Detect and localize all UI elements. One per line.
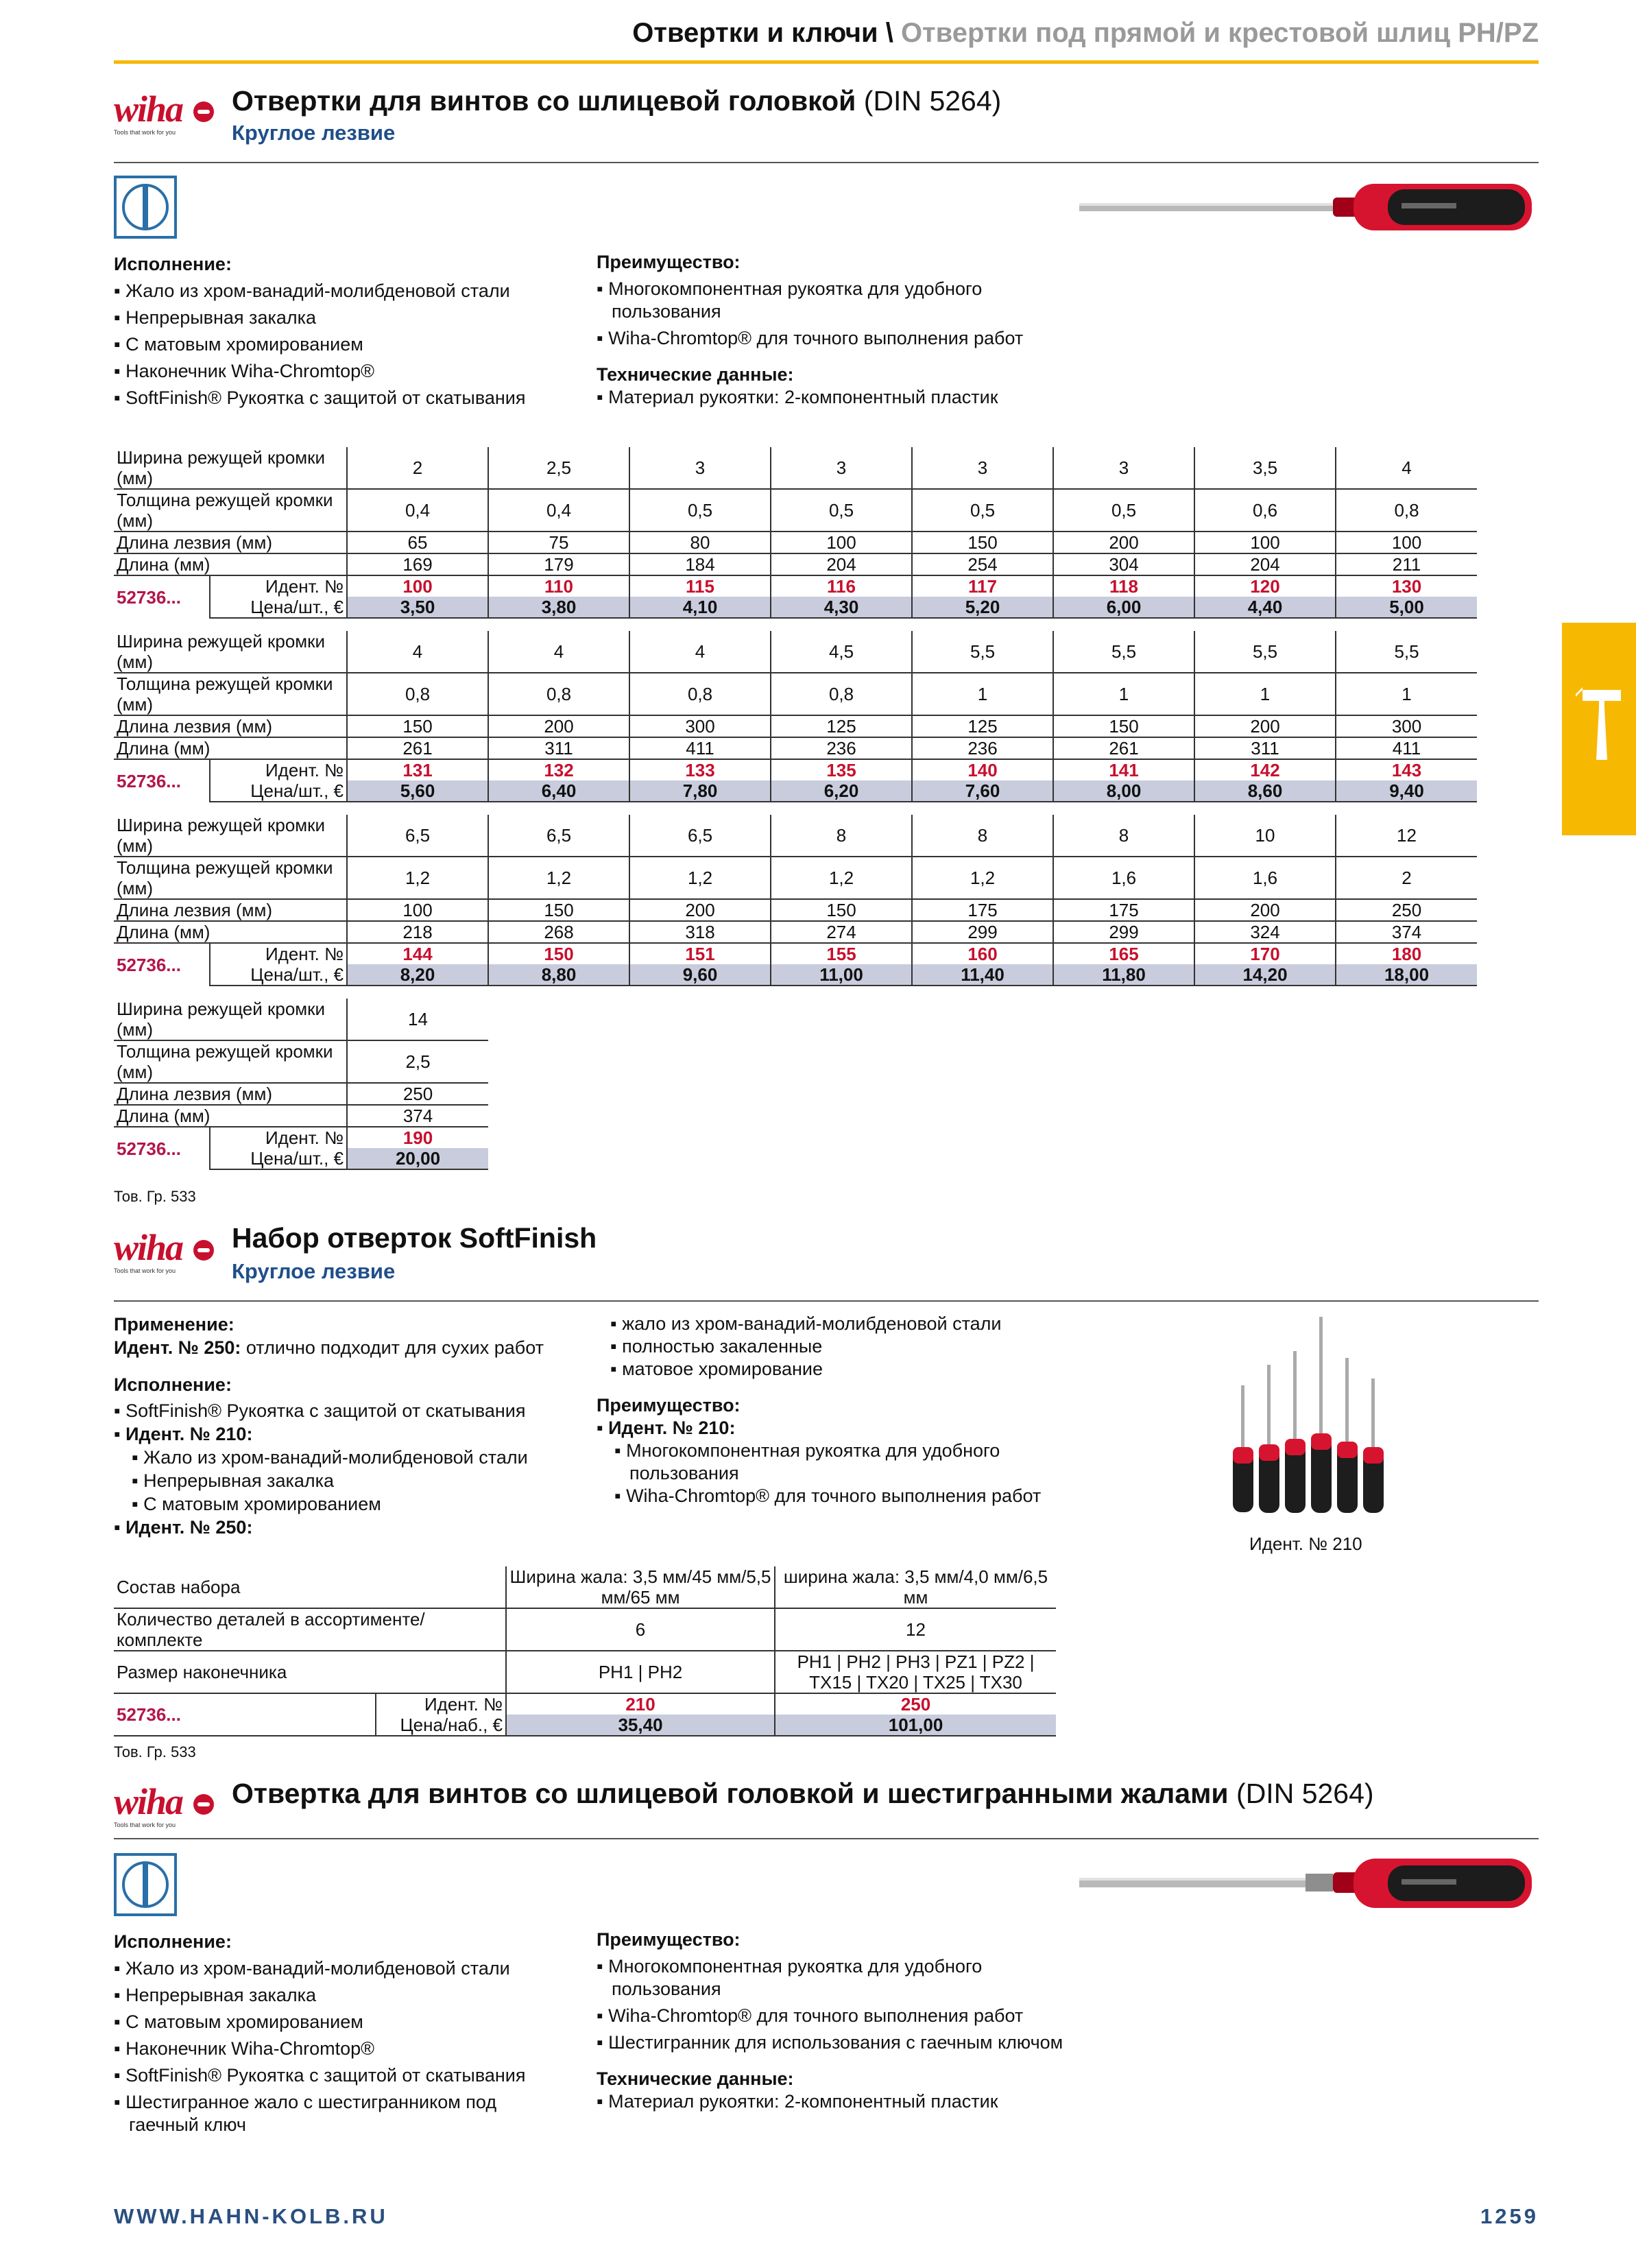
blade-length-value: 300 [1336, 715, 1477, 737]
section3-exec-item: ▪ С матовым хромированием [114, 2009, 566, 2036]
logo-tagline: Tools that work for you [114, 1267, 176, 1274]
section1-exec-item: ▪ С матовым хромированием [114, 331, 566, 358]
price-value: 20,00 [347, 1148, 488, 1169]
blade-length-value: 175 [912, 899, 1053, 921]
cutting-width-value: 2 [347, 447, 488, 489]
price-value: 7,60 [912, 780, 1053, 802]
blade-length-value: 175 [1053, 899, 1194, 921]
section2-exec210-item: ▪ Непрерывная закалка [114, 1469, 594, 1492]
cutting-width-value: 8 [1053, 815, 1194, 857]
section3-title [232, 1778, 1374, 1810]
id-value: 180 [1336, 943, 1477, 964]
cutting-width-value: 3 [1053, 447, 1194, 489]
article-number: 52736... [117, 770, 181, 791]
price-value: 5,20 [912, 597, 1053, 618]
section2-adv-item: ▪ Wiha-Chromtop® для точного выполнения работ [597, 1485, 1049, 1507]
spec-table-block [114, 631, 1477, 802]
header-subcategory: Отвертки под прямой и крестовой шлиц PH/PZ [900, 18, 1539, 48]
cutting-width-value: 3,5 [1194, 447, 1336, 489]
total-length-value: 304 [1053, 553, 1194, 575]
logo-tagline: Tools that work for you [114, 129, 176, 136]
cutting-width-value: 4 [629, 631, 771, 673]
id-value: 150 [488, 943, 629, 964]
price-value: 4,30 [771, 597, 912, 618]
price-value: 11,80 [1053, 964, 1194, 986]
id-value: 120 [1194, 575, 1336, 597]
total-length-value: 204 [771, 553, 912, 575]
header-separator: \ [885, 18, 893, 48]
cutting-width-value: 4 [488, 631, 629, 673]
cutting-thickness-value: 0,5 [1053, 489, 1194, 532]
id-value: 132 [488, 759, 629, 780]
price-value: 8,60 [1194, 780, 1336, 802]
cutting-thickness-value: 2 [1336, 857, 1477, 899]
price-value: 8,80 [488, 964, 629, 986]
section3-rule [114, 1838, 1539, 1839]
logo-mark-icon [193, 102, 214, 122]
id-value: 133 [629, 759, 771, 780]
section2-title-text: Набор отверток SoftFinish [232, 1222, 597, 1254]
blade-length-label: Длина лезвия (мм) [114, 1083, 347, 1105]
set-composition-label: Состав набора [114, 1566, 506, 1608]
set-id-label: Идент. № [376, 1693, 506, 1715]
spec-table-block [114, 447, 1477, 619]
total-length-value: 211 [1336, 553, 1477, 575]
id-value: 140 [912, 759, 1053, 780]
section2-rule [114, 1300, 1539, 1302]
set-id-value: 210 [506, 1693, 775, 1715]
cutting-thickness-value: 0,4 [488, 489, 629, 532]
blade-length-value: 200 [1053, 532, 1194, 553]
price-value: 4,40 [1194, 597, 1336, 618]
section3-tech-heading: Технические данные: [597, 2068, 794, 2089]
section3-norm: (DIN 5264) [1236, 1778, 1374, 1809]
cutting-thickness-value: 1,2 [771, 857, 912, 899]
blade-length-label: Длина лезвия (мм) [114, 715, 347, 737]
section1-title [232, 85, 1001, 117]
section2-exec250-item: ▪ полностью закаленные [610, 1335, 1049, 1358]
cutting-width-value: 4 [1336, 447, 1477, 489]
cutting-thickness-value: 1,2 [629, 857, 771, 899]
logo-mark-icon [193, 1240, 214, 1261]
id-value: 142 [1194, 759, 1336, 780]
section1-exec-item: ▪ Непрерывная закалка [114, 305, 566, 331]
blade-length-value: 125 [912, 715, 1053, 737]
cutting-width-value: 5,5 [1194, 631, 1336, 673]
section1-subtitle: Круглое лезвие [232, 121, 396, 145]
price-value: 6,40 [488, 780, 629, 802]
logo-wordmark: wiha [114, 1227, 183, 1268]
cutting-width-label: Ширина режущей кромки (мм) [114, 815, 347, 857]
section3-exec-item: ▪ Непрерывная закалка [114, 1982, 566, 2009]
section2-exec-heading: Исполнение: [114, 1374, 232, 1395]
price-value: 4,10 [629, 597, 771, 618]
cutting-thickness-value: 0,8 [347, 673, 488, 715]
id-value: 155 [771, 943, 912, 964]
price-label: Цена/шт., € [210, 780, 347, 802]
blade-length-value: 250 [347, 1083, 488, 1105]
screwdriver-hex-image [1079, 1853, 1539, 1913]
section2-app-text: отлично подходит для сухих работ [241, 1337, 544, 1358]
section2-app-id: Идент. № 250: [114, 1337, 241, 1358]
logo-mark-icon [193, 1794, 214, 1815]
header-rule [114, 60, 1539, 64]
set-composition-value: Ширина жала: 3,5 мм/45 мм/5,5 мм/65 мм [506, 1566, 775, 1608]
price-value: 6,00 [1053, 597, 1194, 618]
total-length-value: 374 [1336, 921, 1477, 943]
hammer-icon [1562, 623, 1636, 835]
cutting-thickness-value: 0,8 [629, 673, 771, 715]
set-price-label: Цена/наб., € [376, 1715, 506, 1736]
section2-subtitle: Круглое лезвие [232, 1259, 396, 1283]
cutting-thickness-value: 1 [1194, 673, 1336, 715]
cutting-width-value: 2,5 [488, 447, 629, 489]
set-count-label: Количество деталей в ассортименте/комплекте [114, 1608, 506, 1651]
price-value: 9,40 [1336, 780, 1477, 802]
id-value: 143 [1336, 759, 1477, 780]
blade-length-value: 200 [488, 715, 629, 737]
section3-exec-item: ▪ SoftFinish® Рукоятка с защитой от скатывания [114, 2062, 566, 2089]
spec-table-block [114, 999, 488, 1170]
cutting-width-label: Ширина режущей кромки (мм) [114, 631, 347, 673]
article-number: 52736... [117, 1138, 181, 1159]
id-value: 116 [771, 575, 912, 597]
blade-length-value: 150 [912, 532, 1053, 553]
price-value: 9,60 [629, 964, 771, 986]
cutting-thickness-label: Толщина режущей кромки (мм) [114, 857, 347, 899]
price-value: 14,20 [1194, 964, 1336, 986]
id-value: 170 [1194, 943, 1336, 964]
section2-adv-heading: Преимущество: [597, 1395, 741, 1416]
price-value: 18,00 [1336, 964, 1477, 986]
cutting-width-value: 6,5 [488, 815, 629, 857]
cutting-thickness-label: Толщина режущей кромки (мм) [114, 673, 347, 715]
section3-exec-item: ▪ Наконечник Wiha-Chromtop® [114, 2036, 566, 2062]
cutting-thickness-label: Толщина режущей кромки (мм) [114, 1040, 347, 1083]
section1-adv-item: ▪ Wiha-Chromtop® для точного выполнения работ [597, 327, 1076, 350]
section2-right [597, 1313, 1049, 1507]
cutting-thickness-value: 0,8 [771, 673, 912, 715]
price-value: 11,40 [912, 964, 1053, 986]
cutting-width-label: Ширина режущей кромки (мм) [114, 447, 347, 489]
section1-rule [114, 162, 1539, 163]
blade-length-value: 100 [347, 899, 488, 921]
set-image-caption: Идент. № 210 [1249, 1533, 1362, 1554]
chapter-tab[interactable] [1562, 623, 1636, 835]
total-length-value: 236 [912, 737, 1053, 759]
id-value: 100 [347, 575, 488, 597]
section2-product-group: Тов. Гр. 533 [114, 1743, 196, 1760]
total-length-value: 299 [1053, 921, 1194, 943]
cutting-thickness-value: 2,5 [347, 1040, 488, 1083]
total-length-value: 204 [1194, 553, 1336, 575]
cutting-width-value: 5,5 [1336, 631, 1477, 673]
cutting-thickness-value: 1 [912, 673, 1053, 715]
cutting-thickness-value: 0,8 [1336, 489, 1477, 532]
section1-norm: (DIN 5264) [863, 85, 1002, 117]
cutting-width-value: 8 [912, 815, 1053, 857]
cutting-width-value: 6,5 [347, 815, 488, 857]
blade-length-label: Длина лезвия (мм) [114, 899, 347, 921]
page-header [632, 18, 1539, 49]
section2-exec210-item: ▪ С матовым хромированием [114, 1492, 594, 1516]
id-value: 115 [629, 575, 771, 597]
slot-screwdriver-icon [114, 176, 177, 239]
cutting-width-value: 5,5 [912, 631, 1053, 673]
id-value: 135 [771, 759, 912, 780]
total-length-value: 268 [488, 921, 629, 943]
section3-adv-item: ▪ Wiha-Chromtop® для точного выполнения работ [597, 2005, 1076, 2027]
cutting-thickness-value: 0,5 [771, 489, 912, 532]
id-label: Идент. № [210, 575, 347, 597]
header-category: Отвертки и ключи [632, 18, 878, 48]
price-label: Цена/шт., € [210, 597, 347, 618]
slot-screwdriver-icon [114, 1853, 177, 1916]
total-length-value: 299 [912, 921, 1053, 943]
total-length-label: Длина (мм) [114, 737, 347, 759]
total-length-value: 324 [1194, 921, 1336, 943]
wiha-logo [114, 88, 224, 136]
total-length-value: 411 [1336, 737, 1477, 759]
section1-tech-item: ▪ Материал рукоятки: 2-компонентный пластик [597, 386, 1076, 409]
id-value: 141 [1053, 759, 1194, 780]
section3-adv-heading: Преимущество: [597, 1929, 741, 1950]
set-composition-value: ширина жала: 3,5 мм/4,0 мм/6,5 мм [775, 1566, 1056, 1608]
section3-adv-item: ▪ Многокомпонентная рукоятка для удобного пользования [597, 1955, 1076, 2001]
section3-tech-item: ▪ Материал рукоятки: 2-компонентный пластик [597, 2090, 1076, 2113]
total-length-value: 274 [771, 921, 912, 943]
section1-execution [114, 251, 566, 411]
section2-exec210-item: ▪ Жало из хром-ванадий-молибденовой стали [114, 1446, 594, 1469]
cutting-thickness-value: 1,2 [488, 857, 629, 899]
blade-length-value: 125 [771, 715, 912, 737]
total-length-value: 311 [1194, 737, 1336, 759]
section3-title-text: Отвертка для винтов со шлицевой головкой и шестигранными жалами [232, 1778, 1229, 1809]
cutting-thickness-value: 0,6 [1194, 489, 1336, 532]
section1-exec-item: ▪ SoftFinish® Рукоятка с защитой от скатывания [114, 385, 566, 411]
set-table [114, 1566, 1056, 1736]
section1-exec-heading: Исполнение: [114, 254, 232, 274]
set-tip-value: PH1 | PH2 [506, 1651, 775, 1693]
total-length-value: 411 [629, 737, 771, 759]
section1-exec-item: ▪ Жало из хром-ванадий-молибденовой стали [114, 278, 566, 305]
blade-length-value: 100 [1336, 532, 1477, 553]
total-length-value: 254 [912, 553, 1053, 575]
wiha-logo [114, 1229, 224, 1273]
blade-length-value: 150 [771, 899, 912, 921]
set-price-value: 101,00 [775, 1715, 1056, 1736]
total-length-value: 374 [347, 1105, 488, 1127]
blade-length-value: 150 [488, 899, 629, 921]
article-number: 52736... [117, 586, 181, 608]
price-value: 5,00 [1336, 597, 1477, 618]
section1-adv-item: ▪ Многокомпонентная рукоятка для удобного пользования [597, 278, 1076, 323]
id-label: Идент. № [210, 1127, 347, 1148]
blade-length-value: 150 [347, 715, 488, 737]
cutting-thickness-value: 0,5 [912, 489, 1053, 532]
section3-execution [114, 1929, 566, 2136]
blade-length-value: 75 [488, 532, 629, 553]
set-tip-value: PH1 | PH2 | PH3 | PZ1 | PZ2 | TX15 | TX20 | TX25 | TX30 [775, 1651, 1056, 1693]
price-value: 6,20 [771, 780, 912, 802]
id-value: 130 [1336, 575, 1477, 597]
section2-left [114, 1313, 594, 1539]
cutting-thickness-value: 0,5 [629, 489, 771, 532]
total-length-label: Длина (мм) [114, 921, 347, 943]
cutting-width-value: 6,5 [629, 815, 771, 857]
total-length-value: 179 [488, 553, 629, 575]
id-value: 110 [488, 575, 629, 597]
cutting-width-value: 3 [771, 447, 912, 489]
total-length-value: 169 [347, 553, 488, 575]
total-length-value: 261 [1053, 737, 1194, 759]
blade-length-value: 80 [629, 532, 771, 553]
section2-app-heading: Применение: [114, 1314, 234, 1335]
cutting-thickness-value: 1 [1336, 673, 1477, 715]
cutting-width-value: 4 [347, 631, 488, 673]
blade-length-value: 200 [629, 899, 771, 921]
blade-length-value: 65 [347, 532, 488, 553]
cutting-thickness-value: 1,2 [912, 857, 1053, 899]
blade-length-value: 150 [1053, 715, 1194, 737]
cutting-width-value: 4,5 [771, 631, 912, 673]
price-value: 8,00 [1053, 780, 1194, 802]
logo-tagline: Tools that work for you [114, 1822, 176, 1828]
section3-adv-item: ▪ Шестигранник для использования с гаечным ключом [597, 2031, 1076, 2054]
set-count-value: 12 [775, 1608, 1056, 1651]
blade-length-value: 250 [1336, 899, 1477, 921]
cutting-width-value: 14 [347, 999, 488, 1040]
cutting-width-value: 10 [1194, 815, 1336, 857]
section1-advantages [597, 251, 1076, 409]
cutting-thickness-label: Толщина режущей кромки (мм) [114, 489, 347, 532]
section2-title [232, 1222, 597, 1254]
spec-table-block [114, 815, 1477, 986]
total-length-label: Длина (мм) [114, 1105, 347, 1127]
cutting-thickness-value: 1 [1053, 673, 1194, 715]
section1-product-group: Тов. Гр. 533 [114, 1188, 196, 1205]
section2-exec250-item: ▪ жало из хром-ванадий-молибденовой стали [610, 1313, 1049, 1335]
total-length-value: 184 [629, 553, 771, 575]
section3-exec-heading: Исполнение: [114, 1931, 232, 1952]
set-tip-label: Размер наконечника [114, 1651, 506, 1693]
section1-exec-item: ▪ Наконечник Wiha-Chromtop® [114, 358, 566, 385]
id-value: 151 [629, 943, 771, 964]
set-id-value: 250 [775, 1693, 1056, 1715]
logo-wordmark: wiha [114, 88, 183, 130]
total-length-value: 261 [347, 737, 488, 759]
cutting-width-value: 8 [771, 815, 912, 857]
cutting-thickness-value: 1,6 [1053, 857, 1194, 899]
cutting-width-value: 3 [912, 447, 1053, 489]
price-value: 5,60 [347, 780, 488, 802]
section1-adv-heading: Преимущество: [597, 252, 741, 272]
price-value: 3,80 [488, 597, 629, 618]
page-number: 1259 [1480, 2204, 1539, 2228]
id-label: Идент. № [210, 759, 347, 780]
id-value: 117 [912, 575, 1053, 597]
cutting-width-value: 12 [1336, 815, 1477, 857]
section2-adv-id: ▪ Идент. № 210: [597, 1417, 1049, 1440]
article-number: 52736... [117, 954, 181, 975]
set-article-number: 52736... [114, 1693, 376, 1736]
section2-exec250-item: ▪ матовое хромирование [610, 1358, 1049, 1381]
total-length-value: 311 [488, 737, 629, 759]
cutting-width-label: Ширина режущей кромки (мм) [114, 999, 347, 1040]
price-label: Цена/шт., € [210, 1148, 347, 1169]
wiha-logo [114, 1783, 224, 1827]
id-value: 160 [912, 943, 1053, 964]
section3-advantages [597, 1929, 1076, 2113]
id-value: 190 [347, 1127, 488, 1148]
id-value: 118 [1053, 575, 1194, 597]
cutting-thickness-value: 1,2 [347, 857, 488, 899]
id-value: 131 [347, 759, 488, 780]
section3-exec-item: ▪ Жало из хром-ванадий-молибденовой стали [114, 1955, 566, 1982]
blade-length-value: 200 [1194, 715, 1336, 737]
set-price-value: 35,40 [506, 1715, 775, 1736]
section2-id250-heading: ▪ Идент. № 250: [114, 1516, 594, 1539]
cutting-width-value: 3 [629, 447, 771, 489]
blade-length-value: 200 [1194, 899, 1336, 921]
blade-length-value: 100 [1194, 532, 1336, 553]
price-value: 11,00 [771, 964, 912, 986]
logo-wordmark: wiha [114, 1781, 183, 1822]
price-value: 8,20 [347, 964, 488, 986]
total-length-value: 218 [347, 921, 488, 943]
total-length-value: 236 [771, 737, 912, 759]
cutting-thickness-value: 1,6 [1194, 857, 1336, 899]
section2-id210-heading: ▪ Идент. № 210: [114, 1422, 594, 1446]
footer-url[interactable]: WWW.HAHN-KOLB.RU [114, 2204, 388, 2228]
section2-adv-item: ▪ Многокомпонентная рукоятка для удобного пользования [597, 1440, 1049, 1485]
blade-length-value: 300 [629, 715, 771, 737]
section1-title-text: Отвертки для винтов со шлицевой головкой [232, 85, 856, 117]
cutting-width-value: 5,5 [1053, 631, 1194, 673]
total-length-value: 318 [629, 921, 771, 943]
id-value: 165 [1053, 943, 1194, 964]
screwdriver-set-image [1227, 1310, 1399, 1523]
id-label: Идент. № [210, 943, 347, 964]
price-value: 3,50 [347, 597, 488, 618]
cutting-thickness-value: 0,8 [488, 673, 629, 715]
section1-tech-heading: Технические данные: [597, 364, 794, 385]
id-value: 144 [347, 943, 488, 964]
price-value: 7,80 [629, 780, 771, 802]
cutting-thickness-value: 0,4 [347, 489, 488, 532]
price-label: Цена/шт., € [210, 964, 347, 986]
blade-length-label: Длина лезвия (мм) [114, 532, 347, 553]
total-length-label: Длина (мм) [114, 553, 347, 575]
blade-length-value: 100 [771, 532, 912, 553]
section2-exec-item: ▪ SoftFinish® Рукоятка с защитой от скатывания [114, 1399, 594, 1422]
section3-exec-item: ▪ Шестигранное жало с шестигранником под гаечный ключ [114, 2091, 566, 2136]
set-count-value: 6 [506, 1608, 775, 1651]
screwdriver-image [1079, 177, 1539, 237]
